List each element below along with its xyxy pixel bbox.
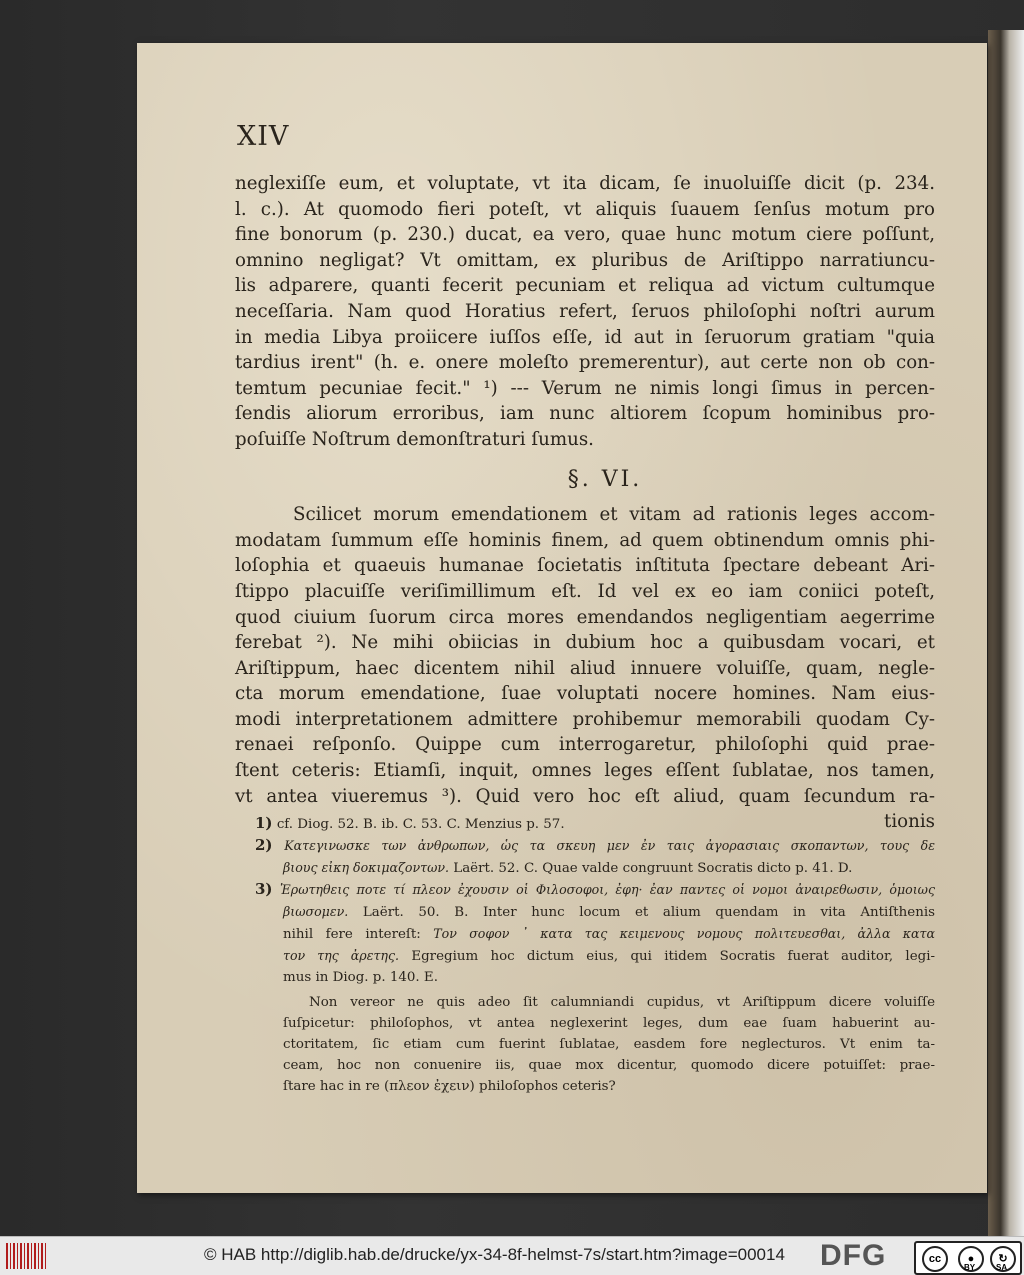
page-number: XIV: [237, 121, 290, 152]
by-label: BY: [964, 1263, 976, 1272]
footnote-3-cont: mus in Diog. p. 140. E.: [283, 970, 438, 985]
text-line: ferebat ²). Ne mihi obiicias in dubium hoc a quibusdam vocari, et: [235, 632, 935, 654]
book-edge: [988, 30, 1024, 1236]
greek-quote: Ἐρωτηθεις ποτε τί πλεον ἐχουσιν οἱ Φιλοσοφοι, ἐφη· ἐαν παντες οἱ νομοι ἀναιρεθωσιν, ὁμοιως: [280, 882, 935, 897]
greek-quote: βιωσομεν.: [283, 904, 349, 919]
body-text: [235, 171, 935, 835]
footnote-number: 1): [255, 814, 273, 832]
footnote-number: 3): [255, 880, 273, 898]
footnote-2-cont: [255, 857, 935, 879]
text-line: neglexiſſe eum, et voluptate, vt ita dicam, ſe inuoluiſſe dicit (p. 234.: [235, 173, 935, 194]
text-line: vt antea viueremus ³). Quid vero hoc eſt aliud, quam ſecundum ra-: [235, 785, 935, 807]
note-line: ctoritatem, ſic etiam cum fuerint ſublatae, easdem fore neglecturos. Vt enim ta-: [283, 1037, 935, 1052]
footnote-text: Egregium hoc dictum eius, qui itidem Socratis fuerat auditor, legi-: [411, 949, 936, 964]
note-line: ſuſpicetur: philoſophos, vt antea neglexerint leges, dum eae ſuam habuerint au-: [283, 1016, 935, 1031]
text-line: fine bonorum (p. 230.) ducat, ea vero, quae hunc motum ciere poſſunt,: [235, 224, 935, 246]
note-line: Non vereor ne quis adeo ſit calumniandi cupidus, vt Ariſtippum dicere voluiſſe: [309, 995, 935, 1010]
text-line: l. c.). At quomodo fieri poteſt, vt aliquis ſuauem ſenſus motum pro: [235, 198, 935, 220]
note-line: ſtare hac in re (πλεον ἐχειν) philoſophos ceteris?: [283, 1079, 616, 1094]
text-line: Ariſtippum, haec dicentem nihil aliud innuere voluiſſe, quam, negle-: [235, 657, 935, 679]
copyright-link[interactable]: © HAB http://diglib.hab.de/drucke/yx-34-8f-helmst-7s/start.htm?image=00014: [204, 1245, 785, 1264]
cc-license-badge[interactable]: [914, 1241, 1022, 1275]
text-line: Scilicet morum emendationem et vitam ad rationis leges accom-: [293, 504, 935, 526]
footnote-3-cont: [255, 901, 935, 923]
footnote-3: [255, 879, 935, 901]
footnote-paragraph: [255, 992, 935, 1097]
sa-label: SA: [996, 1263, 1008, 1272]
footnote-text: nihil fere intereſt:: [283, 927, 421, 942]
by-person-icon: ●: [958, 1246, 984, 1272]
text-line: omnino negligat? Vt omittam, ex pluribus de Ariſtippo narratiuncu-: [235, 249, 935, 271]
footnote-text: Laërt. 52. C. Quae valde congruunt Socratis dicto p. 41. D.: [453, 861, 853, 876]
text-line: tardius irent" (h. e. onere moleſto premerentur), aut certe non ob con-: [235, 352, 935, 374]
footnotes: [255, 813, 935, 1097]
greek-quote: βιους εἰκη δοκιμαζοντων.: [283, 860, 450, 875]
text-line: loſophia et quaeuis humanae ſocietatis inſtituta ſpectare debeant Ari-: [235, 555, 935, 577]
text-line: cta morum emendatione, ſuae voluptati nocere homines. Nam eius-: [235, 683, 935, 705]
greek-quote: τον της ἀρετης.: [283, 948, 400, 963]
text-line: poſuiſſe Noſtrum demonſtraturi ſumus.: [235, 428, 594, 450]
text-line: ſtent ceteris: Etiamſi, inquit, omnes leges eſſent ſublatae, nos tamen,: [235, 760, 935, 782]
share-alike-icon: ↻: [990, 1246, 1016, 1272]
text-line: temtum pecuniae fecit." ¹) --- Verum ne nimis longi ſimus in percen-: [235, 377, 935, 399]
text-line: lis adparere, quanti fecerit pecuniam et reliqua ad victum cultumque: [235, 275, 935, 297]
text-line: quod ciuium ſuorum circa mores emendandos negligentiam aegerrime: [235, 606, 935, 628]
footnote-number: 2): [255, 836, 273, 854]
greek-quote: Κατεγινωσκε των ἀνθρωπων, ὡς τα σκευη μεν ἐν ταις ἀγορασιαις σκοπαντων, τους δε: [284, 838, 935, 853]
text-line: in media Libya proiicere iuſſos eſſe, id aut in ſeruorum gratiam "quia: [235, 326, 935, 348]
book-page: [137, 43, 987, 1193]
section-heading: §. VI.: [567, 466, 643, 492]
footnote-1: [255, 813, 935, 835]
footnote-3-cont: [255, 923, 935, 945]
catchword: tionis: [884, 811, 935, 833]
dfg-logo[interactable]: DFG: [820, 1239, 887, 1272]
text-line: ſendis aliorum erroribus, iam nunc altiorem ſcopum hominibus pro-: [235, 403, 935, 425]
footnote-2: [255, 835, 935, 857]
viewer-footer: [0, 1236, 1024, 1275]
note-line: ceam, hoc non conuenire iis, quae mox dicentur, quomodo dicere potuiſſet: prae-: [283, 1058, 935, 1073]
text-line: modatam ſummum eſſe hominis finem, ad quem obtinendum omnis phi-: [235, 529, 935, 551]
text-line: modi interpretationem admittere prohibemur memorabili quodam Cy-: [235, 708, 935, 730]
text-line: ſtippo placuiſſe veriſimillimum eſt. Id vel ex eo iam coniici poteſt,: [235, 580, 935, 602]
footnote-text: Laërt. 50. B. Inter hunc locum et alium quendam in vita Antiſthenis: [362, 905, 935, 920]
text-line: renaei reſponſo. Quippe cum interrogaretur, philoſophi quid prae-: [235, 734, 935, 756]
text-line: neceſſaria. Nam quod Horatius refert, ſeruos philoſophi noſtri aurum: [235, 300, 935, 322]
footnote-text: cf. Diog. 52. B. ib. C. 53. C. Menzius p. 57.: [276, 817, 565, 832]
cc-icon: cc: [922, 1246, 948, 1272]
footnote-3-cont: [255, 945, 935, 967]
greek-quote: Τον σοφον ᾽ κατα τας κειμενους νομους πολιτευεσθαι, ἀλλα κατα: [433, 926, 935, 941]
barcode-icon: [6, 1243, 46, 1269]
